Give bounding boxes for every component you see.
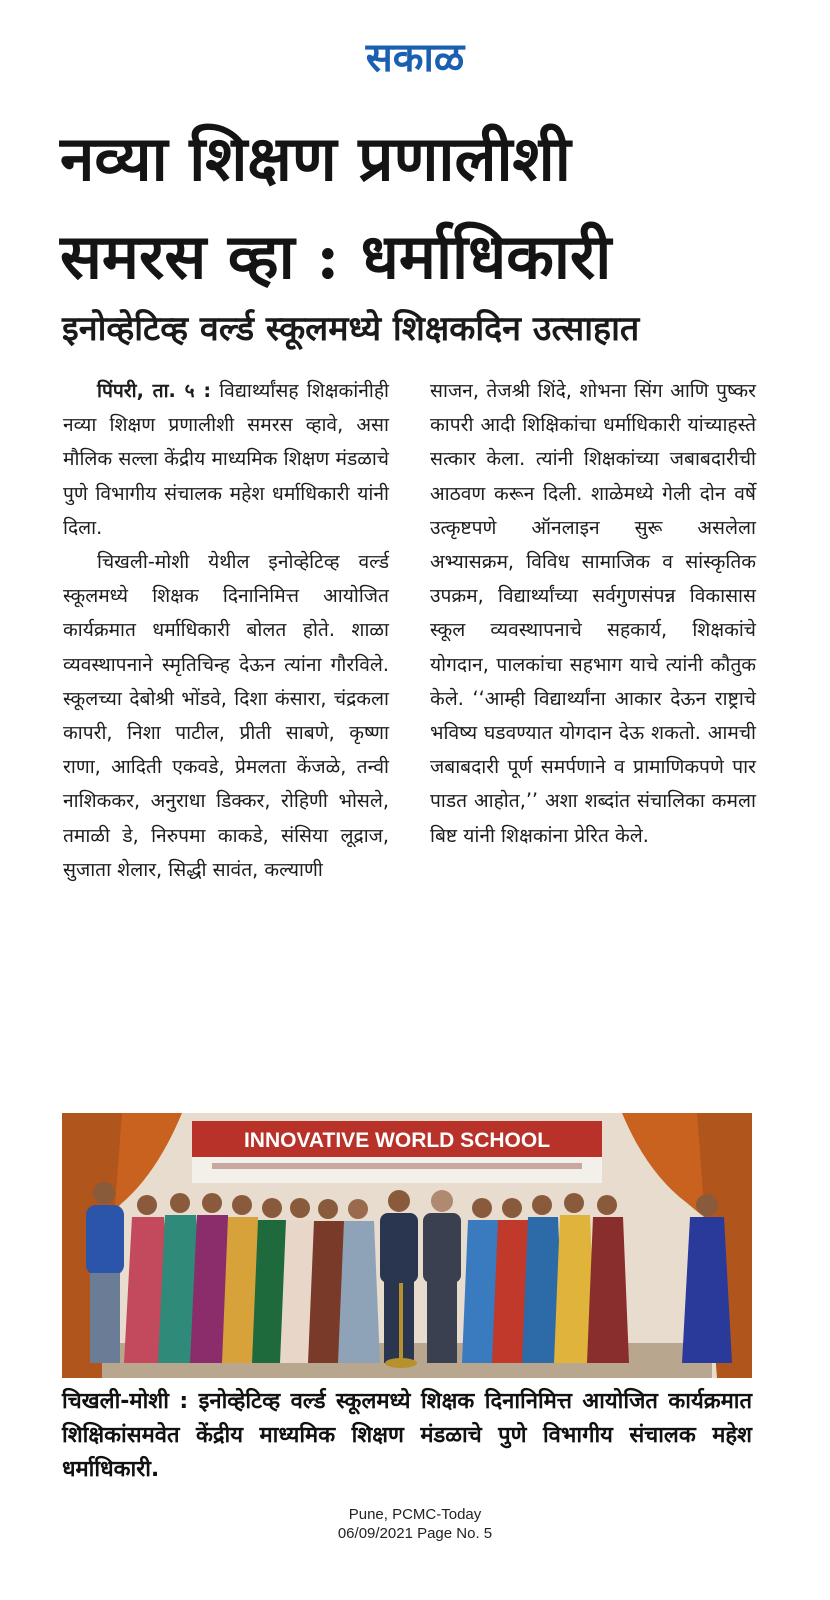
article-column-left	[63, 374, 389, 887]
subheadline: इनोव्हेटिव्ह वर्ल्ड स्कूलमध्ये शिक्षकदिन उत्साहात	[62, 309, 640, 349]
masthead-logo: सकाळ	[365, 35, 465, 81]
banner-text: INNOVATIVE WORLD SCHOOL	[243, 1129, 551, 1152]
headline-line-2: समरस व्हा : धर्माधिकारी	[60, 220, 612, 293]
photo-caption: चिखली-मोशी : इनोव्हेटिव्ह वर्ल्ड स्कूलमध्ये शिक्षक दिनानिमित्त आयोजित कार्यक्रमात शिक्षिकांसमवेत केंद्रीय माध्यमिक शिक्षण मंडळाचे पुणे विभागीय संचालक महेश धर्माधिकारी.	[62, 1389, 752, 1482]
paragraph-2: चिखली-मोशी येथील इनोव्हेटिव्ह वर्ल्ड स्कूलमध्ये शिक्षक दिनानिमित्त आयोजित कार्यक्रमात धर्माधिकारी बोलत होते. शाळा व्यवस्थापनाने स्मृतिचिन्ह देऊन त्यांना गौरविले. स्कूलच्या देबोश्री भोंडवे, दिशा कंसारा, चंद्रकला कापरी, निशा पाटील, प्रीती साबणे, कृष्णा राणा, आदिती एकवडे, प्रेमलता केंजळे, तन्वी नाशिककर, अनुराधा डिक्कर, रोहिणी भोसले, तमाळी डे, निरुपमा काकडे, संसिया लूद्राज, सुजाता शेलार, सिद्धी सावंत, कल्याणी	[63, 550, 389, 881]
edition-label: Pune, PCMC-Today	[348, 1506, 482, 1523]
headline-line-1: नव्या शिक्षण प्रणालीशी	[60, 122, 571, 195]
page-footer	[0, 1505, 830, 1543]
paragraph-1	[63, 374, 389, 545]
dateline: पिंपरी, ता. ५ :	[97, 379, 212, 402]
headline	[60, 110, 780, 306]
paragraph-3: साजन, तेजश्री शिंदे, शोभना सिंग आणि पुष्कर कापरी आदी शिक्षिकांचा धर्माधिकारी यांच्याहस्ते सत्कार केला. त्यांनी शिक्षकांच्या जबाबदारीची आठवण करून दिली. शाळेमध्ये गेली दोन वर्षे उत्कृष्टपणे ऑनलाइन सुरू असलेला अभ्यासक्रम, विविध सामाजिक व सांस्कृतिक उपक्रम, विद्यार्थ्यांच्या सर्वगुणसंपन्न विकासास स्कूल व्यवस्थापनाचे सहकार्य, शिक्षकांचे योगदान, पालकांचा सहभाग याचे त्यांनी कौतुक केले. ‘‘आम्ही विद्यार्थ्यांना आकार देऊन राष्ट्राचे भविष्य घडवण्यात योगदान देऊ शकतो. आमची जबाबदारी पूर्ण समर्पणाने व प्रामाणिकपणे पार पाडत आहोत,’’ अशा शब्दांत संचालिका कमला बिष्ट यांनी शिक्षकांना प्रेरित केले.	[430, 379, 756, 847]
event-photo	[62, 1113, 752, 1378]
date-page-label: 06/09/2021 Page No. 5	[337, 1525, 493, 1542]
event-photo-illustration	[62, 1113, 752, 1378]
paragraph-1-text: विद्यार्थ्यांसह शिक्षकांनीही नव्या शिक्षण प्रणालीशी समरस व्हावे, असा मौलिक सल्ला केंद्रीय माध्यमिक शिक्षण मंडळाचे पुणे विभागीय संचालक महेश धर्माधिकारी यांनी दिला.	[63, 379, 389, 539]
article-column-right	[430, 374, 756, 853]
